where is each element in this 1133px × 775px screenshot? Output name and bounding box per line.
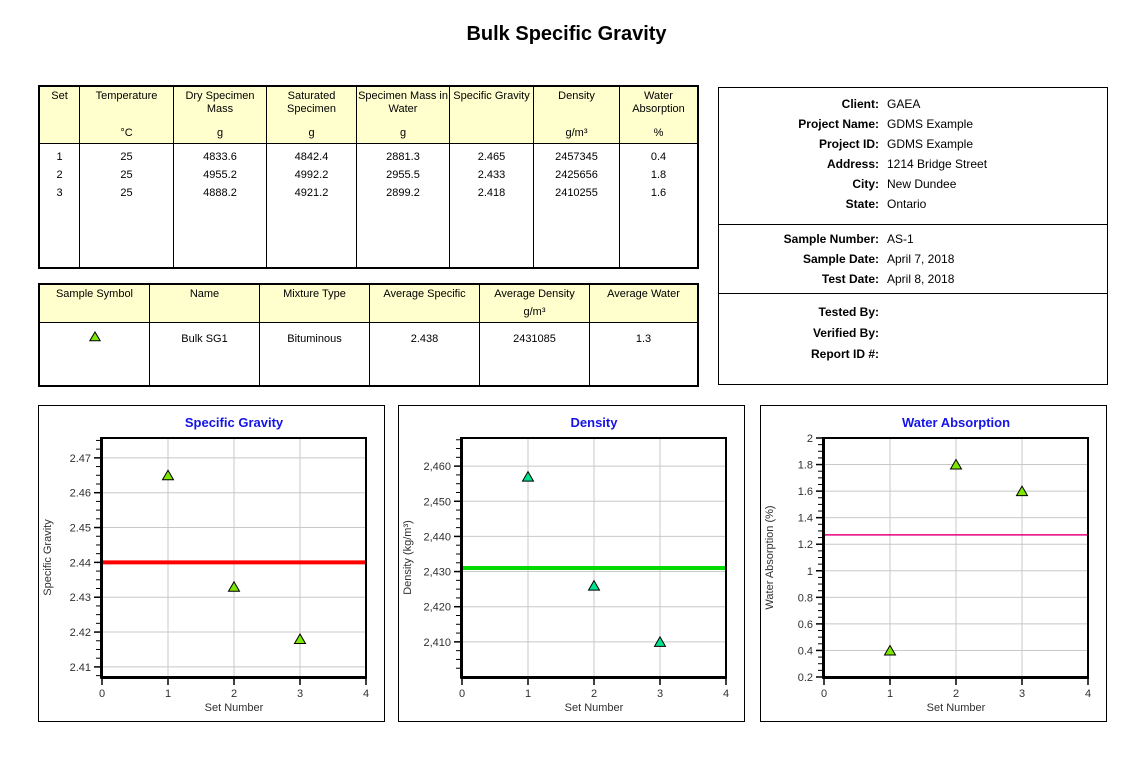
x-tick-label: 0	[98, 688, 106, 700]
results-col-header-set	[40, 87, 80, 143]
column-unit: %	[653, 127, 664, 139]
info-label-verified-by: Verified By:	[812, 326, 879, 340]
info-row-sample-number	[719, 229, 1107, 249]
info-value-project-name: GDMS Example	[887, 117, 974, 131]
y-axis-label: Density (kg/m³)	[402, 520, 414, 595]
column-name: Average Density	[494, 288, 575, 300]
chart-panel-density	[398, 405, 745, 722]
column-unit: g	[399, 127, 407, 139]
column-unit: °C	[120, 127, 133, 139]
info-label-project-name: Project Name:	[798, 117, 879, 131]
column-name: Mixture Type	[283, 288, 346, 300]
results-table-header	[40, 87, 697, 144]
x-axis-label: Set Number	[204, 702, 264, 714]
info-section-3	[719, 294, 1107, 384]
x-tick-label: 0	[458, 688, 466, 700]
results-table-body	[40, 144, 697, 267]
y-tick-label: 0.8	[797, 592, 813, 605]
results-column-specimen-mass-in-water	[357, 144, 450, 267]
results-cell-r2-density: 2425656	[555, 169, 598, 181]
chart-panel-specific-gravity	[38, 405, 385, 722]
results-col-header-temperature	[80, 87, 174, 143]
summary-cell-sample-symbol	[40, 331, 149, 348]
info-value-test-date: April 8, 2018	[887, 272, 955, 286]
results-cell-r1-specimen-mass-in-water: 2881.3	[386, 151, 420, 163]
results-column-saturated-specimen	[267, 144, 357, 267]
summary-col-header-sample-symbol	[40, 285, 150, 322]
results-cell-r3-dry-specimen-mass: 4888.2	[203, 187, 237, 199]
info-value-city: New Dundee	[887, 177, 957, 191]
summary-column-name	[150, 323, 260, 385]
y-tick-label: 2,450	[423, 496, 451, 509]
y-axis-label: Specific Gravity	[42, 519, 54, 596]
x-axis-label: Set Number	[926, 702, 986, 714]
results-cell-r3-specimen-mass-in-water: 2899.2	[386, 187, 420, 199]
info-section-1	[719, 88, 1107, 225]
column-name: Name	[189, 288, 220, 300]
info-row-verified-by	[719, 323, 1107, 344]
summary-column-average-density	[480, 323, 590, 385]
results-column-specific-gravity	[450, 144, 534, 267]
chart-water-absorption	[761, 406, 1106, 721]
info-row-sample-date	[719, 249, 1107, 269]
results-cell-r1-saturated-specimen: 4842.4	[294, 151, 329, 163]
info-value-sample-date: April 7, 2018	[887, 252, 955, 266]
summary-table	[38, 283, 699, 387]
results-column-set	[40, 144, 80, 267]
info-row-report-id	[719, 344, 1107, 365]
info-row-project-name	[719, 114, 1107, 134]
column-unit: g	[216, 127, 224, 139]
y-axis-label: Water Absorption (%)	[764, 505, 776, 610]
summary-col-header-name	[150, 285, 260, 322]
info-label-client: Client:	[841, 97, 879, 111]
chart-panel-water-absorption	[760, 405, 1107, 722]
summary-column-sample-symbol	[40, 323, 150, 385]
summary-column-mixture-type	[260, 323, 370, 385]
summary-column-average-water	[590, 323, 697, 385]
info-value-address: 1214 Bridge Street	[887, 157, 988, 171]
y-tick-label: 1.2	[797, 539, 813, 552]
results-cell-r1-specific-gravity: 2.465	[477, 151, 506, 163]
info-label-state: State:	[845, 197, 879, 211]
column-name: Saturated Specimen	[287, 90, 336, 115]
y-tick-label: 0.6	[797, 618, 813, 631]
results-cell-r3-set: 3	[56, 187, 63, 199]
column-name: Density	[558, 90, 595, 102]
y-tick-label: 2,440	[423, 531, 451, 544]
results-cell-r2-specimen-mass-in-water: 2955.5	[386, 169, 420, 181]
results-table	[38, 85, 699, 269]
summary-table-body	[40, 323, 697, 385]
results-cell-r2-temperature: 25	[120, 169, 133, 181]
results-cell-r1-water-absorption: 0.4	[650, 151, 667, 163]
results-column-dry-specimen-mass	[174, 144, 267, 267]
info-label-sample-date: Sample Date:	[802, 252, 879, 266]
info-row-state	[719, 194, 1107, 214]
chart-density	[399, 406, 744, 721]
results-col-header-density	[534, 87, 620, 143]
y-tick-label: 2.46	[69, 487, 91, 500]
results-column-density	[534, 144, 620, 267]
info-label-report-id: Report ID #:	[810, 347, 879, 361]
y-tick-label: 2.42	[69, 627, 91, 640]
results-col-header-water-absorption	[620, 87, 697, 143]
column-name: Average Water	[607, 288, 680, 300]
column-unit: g	[308, 127, 315, 139]
results-column-water-absorption	[620, 144, 697, 267]
results-cell-r3-water-absorption: 1.6	[650, 187, 667, 199]
y-tick-label: 2.45	[69, 522, 91, 535]
y-tick-label: 2,460	[423, 461, 451, 474]
x-tick-label: 3	[656, 688, 664, 700]
results-cell-r3-specific-gravity: 2.418	[477, 187, 506, 199]
results-cell-r3-density: 2410255	[555, 187, 598, 199]
chart-title: Water Absorption	[901, 415, 1011, 430]
results-col-header-dry-specimen-mass	[174, 87, 267, 143]
x-tick-label: 2	[590, 688, 598, 700]
y-tick-label: 2.41	[69, 661, 91, 674]
sample-symbol-triangle-icon	[89, 331, 101, 342]
column-name: Set	[51, 90, 68, 102]
x-tick-label: 1	[164, 688, 172, 700]
chart-specific-gravity	[39, 406, 384, 721]
info-row-address	[719, 154, 1107, 174]
project-info-panel	[718, 87, 1108, 385]
results-cell-r3-temperature: 25	[120, 187, 133, 199]
column-unit: g/m³	[523, 306, 546, 318]
y-tick-label: 1	[806, 565, 813, 578]
x-tick-label: 2	[952, 688, 960, 700]
results-cell-r2-set: 2	[56, 169, 63, 181]
info-value-client: GAEA	[887, 97, 921, 111]
column-name: Temperature	[95, 90, 158, 102]
info-value-project-id: GDMS Example	[887, 137, 974, 151]
x-tick-label: 3	[1018, 688, 1026, 700]
report-title: Bulk Specific Gravity	[466, 23, 667, 45]
chart-title: Specific Gravity	[184, 415, 284, 430]
info-row-project-id	[719, 134, 1107, 154]
summary-col-header-average-water	[590, 285, 697, 322]
results-cell-r3-saturated-specimen: 4921.2	[294, 187, 329, 199]
results-cell-r1-dry-specimen-mass: 4833.6	[203, 151, 237, 163]
column-name: Water Absorption	[632, 90, 685, 115]
info-label-project-id: Project ID:	[818, 137, 879, 151]
info-value-sample-number: AS-1	[887, 232, 914, 246]
results-col-header-specific-gravity	[450, 87, 534, 143]
info-row-test-date	[719, 269, 1107, 289]
x-tick-label: 1	[524, 688, 532, 700]
summary-cell-average-water: 1.3	[635, 333, 652, 345]
results-cell-r1-density: 2457345	[555, 151, 598, 163]
summary-col-header-average-specific	[370, 285, 480, 322]
y-tick-label: 1.4	[797, 512, 813, 525]
info-label-test-date: Test Date:	[821, 272, 879, 286]
results-cell-r2-dry-specimen-mass: 4955.2	[203, 169, 237, 181]
summary-table-header	[40, 285, 697, 323]
x-tick-label: 3	[296, 688, 304, 700]
results-col-header-saturated-specimen	[267, 87, 357, 143]
y-tick-label: 2.47	[69, 452, 91, 465]
summary-col-header-average-density	[480, 285, 590, 322]
y-tick-label: 2.44	[69, 557, 91, 570]
y-tick-label: 1.6	[797, 486, 813, 499]
column-name: Specific Gravity	[453, 90, 530, 102]
x-tick-label: 4	[722, 688, 730, 700]
y-tick-label: 2,420	[423, 601, 451, 614]
column-name: Specimen Mass in Water	[358, 90, 448, 115]
chart-title: Density	[570, 415, 618, 430]
results-cell-r1-set: 1	[56, 151, 63, 163]
y-tick-label: 2,430	[423, 566, 451, 579]
summary-cell-mixture-type: Bituminous	[287, 333, 342, 345]
info-value-state: Ontario	[887, 197, 927, 211]
summary-cell-name: Bulk SG1	[181, 333, 228, 345]
y-tick-label: 0.2	[797, 672, 813, 684]
info-row-tested-by	[719, 302, 1107, 323]
summary-column-average-specific	[370, 323, 480, 385]
x-axis-label: Set Number	[564, 702, 624, 714]
info-label-tested-by: Tested By:	[818, 305, 879, 319]
summary-col-header-mixture-type	[260, 285, 370, 322]
info-section-2	[719, 225, 1107, 294]
x-tick-label: 1	[886, 688, 894, 700]
x-tick-label: 2	[230, 688, 238, 700]
results-column-temperature	[80, 144, 174, 267]
info-label-city: City:	[852, 177, 879, 191]
results-cell-r2-water-absorption: 1.8	[650, 169, 667, 181]
summary-cell-average-specific: 2.438	[410, 333, 439, 345]
y-tick-label: 2	[806, 433, 813, 445]
y-tick-label: 0.4	[797, 645, 813, 658]
info-label-address: Address:	[826, 157, 879, 171]
y-tick-label: 2,410	[423, 636, 451, 649]
results-cell-r2-specific-gravity: 2.433	[477, 169, 506, 181]
x-tick-label: 4	[1084, 688, 1092, 700]
results-col-header-specimen-mass-in-water	[357, 87, 450, 143]
column-name: Sample Symbol	[55, 288, 134, 300]
column-unit: g/m³	[565, 127, 588, 139]
info-label-sample-number: Sample Number:	[783, 232, 879, 246]
x-tick-label: 4	[362, 688, 370, 700]
info-row-city	[719, 174, 1107, 194]
y-tick-label: 1.8	[797, 459, 813, 472]
results-cell-r1-temperature: 25	[120, 151, 133, 163]
info-row-client	[719, 94, 1107, 114]
summary-cell-average-density: 2431085	[513, 333, 556, 345]
column-name: Dry Specimen Mass	[185, 90, 255, 115]
results-cell-r2-saturated-specimen: 4992.2	[294, 169, 329, 181]
y-tick-label: 2.43	[69, 592, 91, 605]
column-name: Average Specific	[383, 288, 466, 300]
x-tick-label: 0	[820, 688, 828, 700]
